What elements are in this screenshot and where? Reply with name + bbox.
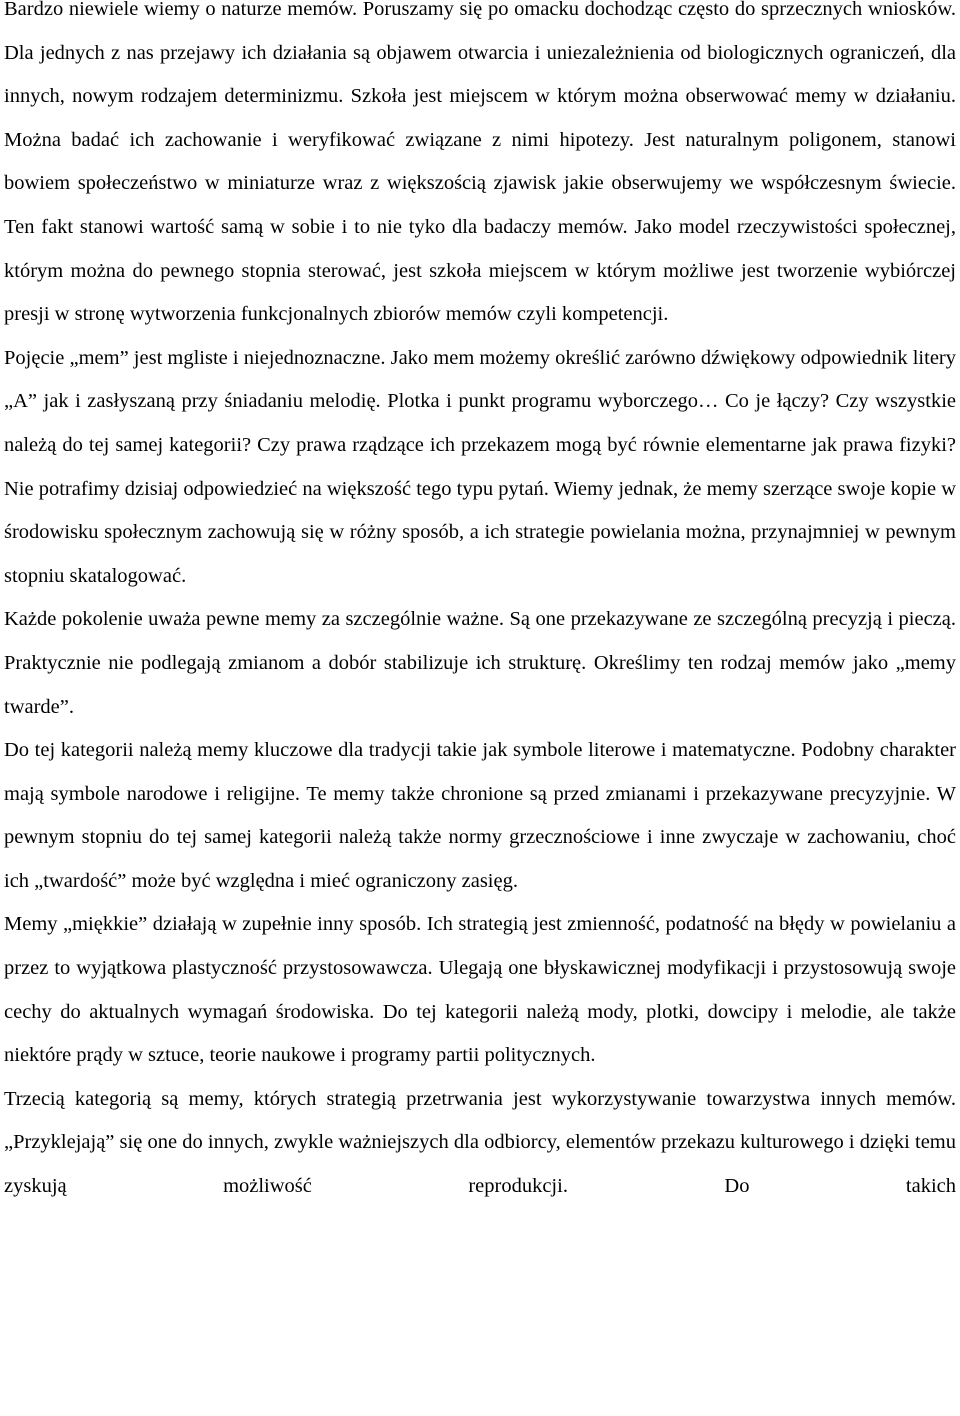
paragraph-3: Każde pokolenie uważa pewne memy za szczególnie ważne. Są one przekazywane ze szczególną precyzją i pieczą. Praktycznie nie podlegają zmianom a dobór stabilizuje ich strukturę. Określimy ten rodzaj memów jako „memy twarde”. <box>4 608 956 718</box>
paragraph-5: Memy „miękkie” działają w zupełnie inny sposób. Ich strategią jest zmienność, podatność na błędy w powielaniu a przez to wyjątkowa plastyczność przystosowawcza. Ulegają one błyskawicznej modyfikacji i przystosowują swoje cechy do aktualnych wymagań środowiska. Do tej kategorii należą mody, plotki, dowcipy i melodie, ale także niektóre prądy w sztuce, teorie naukowe i programy partii politycznych. <box>4 913 956 1067</box>
paragraph-4: Do tej kategorii należą memy kluczowe dla tradycji takie jak symbole literowe i matematyczne. Podobny charakter mają symbole narodowe i religijne. Te memy także chronione są przed zmianami i przekazywane precyzyjnie. W pewnym stopniu do tej samej kategorii należą także normy grzecznościowe i inne zwyczaje w zachowaniu, choć ich „twardość” może być względna i mieć ograniczony zasięg. <box>4 739 956 892</box>
paragraph-6: Trzecią kategorią są memy, których strategią przetrwania jest wykorzystywanie towarzystwa innych memów. „Przyklejają” się one do innych, zwykle ważniejszych dla odbiorcy, elementów przekazu kulturowego i dzięki temu zyskują możliwość reprodukcji. Do takich <box>4 1087 956 1198</box>
paragraph-2: Pojęcie „mem” jest mgliste i niejednoznaczne. Jako mem możemy określić zarówno dźwiękowy odpowiednik litery „A” jak i zasłyszaną przy śniadaniu melodię. Plotka i punkt programu wyborczego… Co je łączy? Czy wszystkie należą do tej samej kategorii? Czy prawa rządzące ich przekazem mogą być równie elementarne jak prawa fizyki? Nie potrafimy dzisiaj odpowiedzieć na większość tego typu pytań. Wiemy jednak, że memy szerzące swoje kopie w środowisku społecznym zachowują się w różny sposób, a ich strategie powielania można, przynajmniej w pewnym stopniu skatalogować. <box>4 346 956 587</box>
paragraph-1: Bardzo niewiele wiemy o naturze memów. Poruszamy się po omacku dochodząc często do sprzecznych wniosków. Dla jednych z nas przejawy ich działania są objawem otwarcia i uniezależnienia od biologicznych ograniczeń, dla innych, nowym rodzajem determinizmu. Szkoła jest miejscem w którym można obserwować memy w działaniu. Można badać ich zachowanie i weryfikować związane z nimi hipotezy. Jest naturalnym poligonem, stanowi bowiem społeczeństwo w miniaturze wraz z większością zjawisk jakie obserwujemy we współczesnym świecie. Ten fakt stanowi wartość samą w sobie i to nie tyko dla badaczy memów. Jako model rzeczywistości społecznej, którym można do pewnego stopnia sterować, jest szkoła miejscem w którym możliwe jest tworzenie wybiórczej presji w stronę wytworzenia funkcjonalnych zbiorów memów czyli kompetencji. <box>4 0 956 326</box>
